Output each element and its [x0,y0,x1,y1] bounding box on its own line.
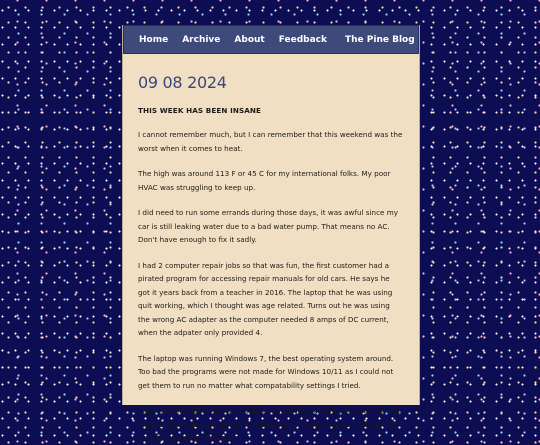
post-paragraph: I did need to run some errands during those days, it was awful since my car is still leaking water due to a bad water pump. That means no AC. Don't have enough to fix it sadly. [138,208,399,244]
nav-archive-link[interactable]: Archive [182,34,221,45]
nav-blog-title-link[interactable]: The Pine Blog [345,34,415,45]
post-paragraph: I cannot remember much, but I can remember that this weekend was the worst when it comes to heat. [138,130,403,153]
post-date-heading: 09 08 2024 [138,73,227,92]
post-paragraph: The laptop was running Windows 7, the best operating system around. Too bad the programs were not made for Windows 10/11 as I could not get them to run no matter what compatability settings I tried. [138,353,394,390]
post-paragraph: I took out the SSD that was inside it, and it was made by Hyundai. Didn't know they made hard drives. The SSD was still working, so I was able to copy the program files over. [138,406,401,442]
post-paragraph: I had 2 computer repair jobs so that was fun, the first customer had a pirated program for accessing repair manuals for old cars. He says he got it years back from a teacher in 2016. The laptop that he was using quit working, which I thought was age related. Turns out he was using the wrong AC adapter as the computer needed 8 amps of DC current, when the adpater only provided 4. [138,260,393,337]
nav-home-link[interactable]: Home [139,34,169,45]
post-content [123,73,419,445]
post-title: THIS WEEK HAS BEEN INSANE [138,106,262,115]
top-nav [123,25,419,54]
blog-container [122,25,420,442]
nav-feedback-link[interactable]: Feedback [278,34,327,45]
nav-about-link[interactable]: About [234,34,265,45]
post-paragraph: The high was around 113 F or 45 C for my international folks. My poor HVAC was struggling to keep up. [138,169,391,192]
